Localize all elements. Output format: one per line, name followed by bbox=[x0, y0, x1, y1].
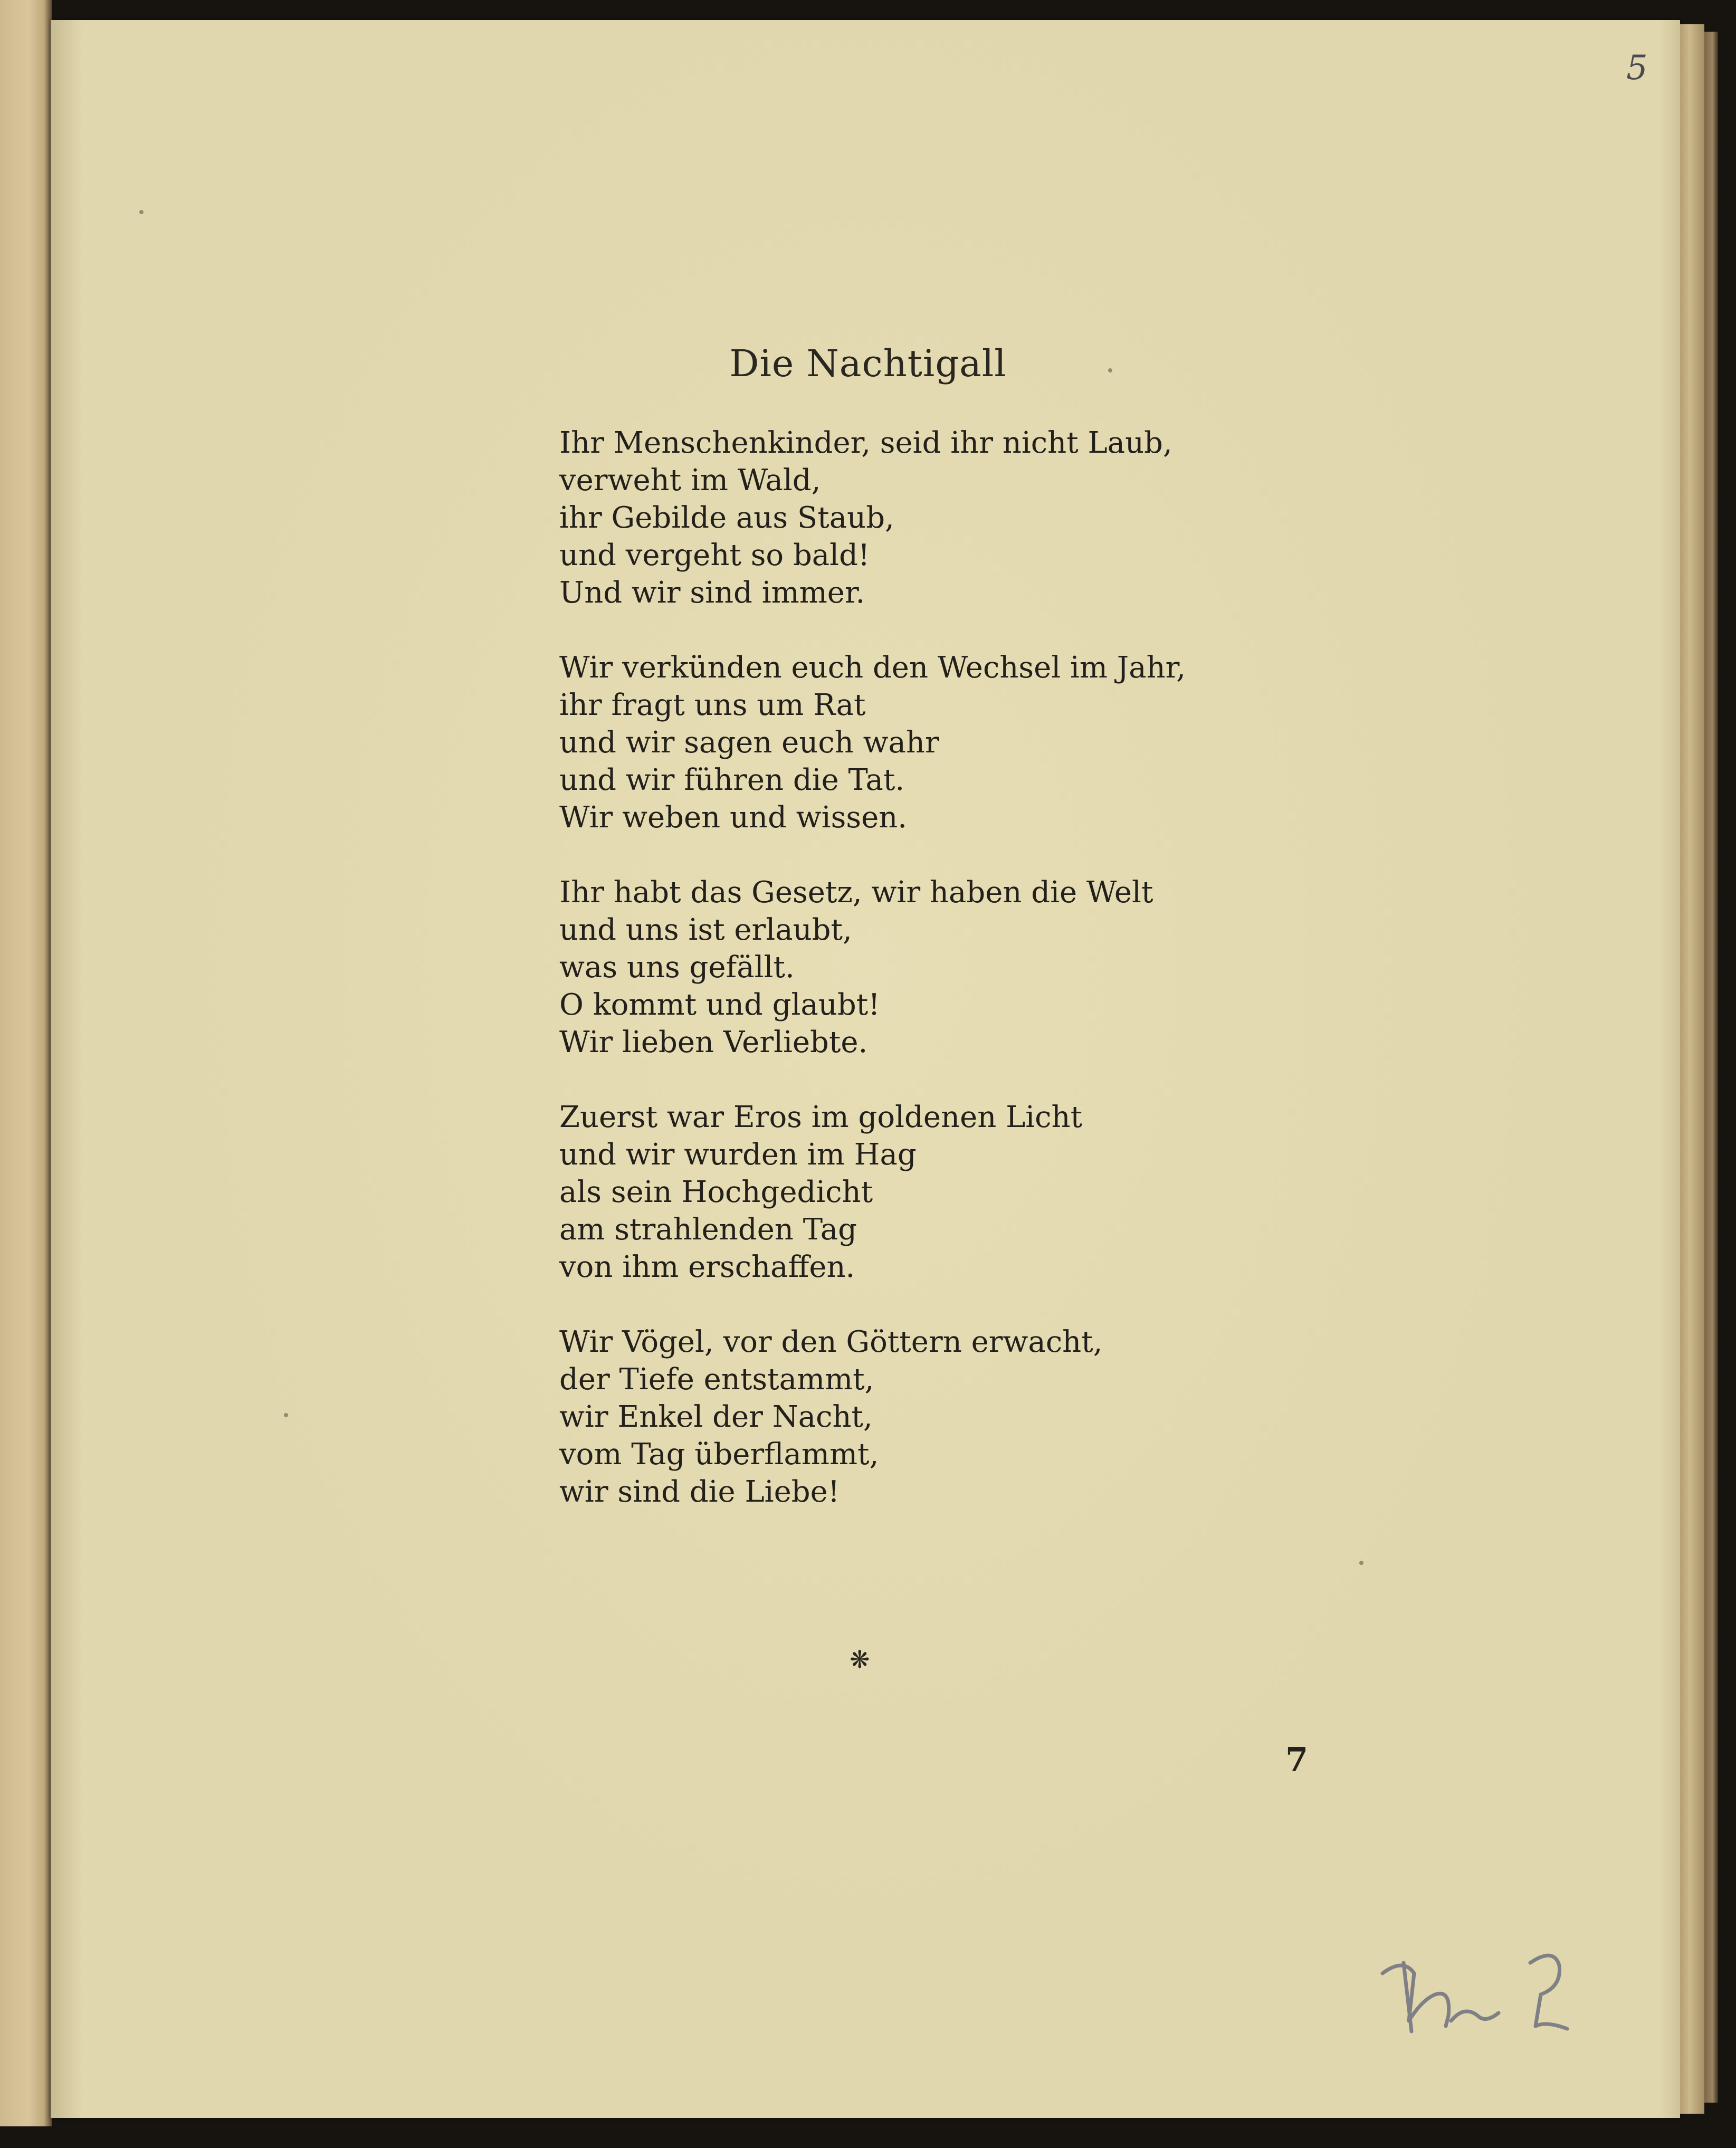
ornament-asterism-icon: ❋ bbox=[850, 1645, 870, 1674]
poem-line: O kommt und glaubt! bbox=[559, 988, 880, 1022]
poem-line: Ihr habt das Gesetz, wir haben die Welt bbox=[559, 875, 1153, 910]
paper-speck bbox=[284, 1413, 288, 1417]
poem-line: Und wir sind immer. bbox=[559, 576, 865, 610]
poem-line: was uns gefällt. bbox=[559, 950, 795, 985]
poem-line: und wir wurden im Hag bbox=[559, 1138, 917, 1172]
poem-line: Zuerst war Eros im goldenen Licht bbox=[559, 1100, 1083, 1134]
poem-line: und wir führen die Tat. bbox=[559, 763, 905, 797]
poem-line: Wir weben und wissen. bbox=[559, 800, 908, 835]
pencil-scribble-mark bbox=[1372, 1942, 1594, 2047]
stanza-4 bbox=[559, 1099, 1186, 1286]
poem-line: und uns ist erlaubt, bbox=[559, 913, 852, 947]
poem-line: wir Enkel der Nacht, bbox=[559, 1400, 873, 1434]
poem-line: Wir verkünden euch den Wechsel im Jahr, bbox=[559, 651, 1186, 685]
poem-line: der Tiefe entstammt, bbox=[559, 1362, 874, 1397]
paper-speck bbox=[1359, 1561, 1363, 1565]
printed-page-number: 7 bbox=[1285, 1740, 1309, 1779]
poem-line: wir sind die Liebe! bbox=[559, 1475, 840, 1509]
previous-page-edge bbox=[0, 0, 52, 2126]
poem-line: Ihr Menschenkinder, seid ihr nicht Laub, bbox=[559, 426, 1172, 460]
page-stack-edge bbox=[1680, 24, 1704, 2114]
poem-line: und wir sagen euch wahr bbox=[559, 725, 939, 760]
pencil-folio-number: 5 bbox=[1626, 49, 1648, 88]
poem-line: von ihm erschaffen. bbox=[559, 1250, 855, 1284]
poem-title: Die Nachtigall bbox=[729, 342, 1007, 385]
poem-line: und vergeht so bald! bbox=[559, 538, 870, 572]
stanza-1 bbox=[559, 424, 1186, 612]
poem-line: Wir Vögel, vor den Göttern erwacht, bbox=[559, 1325, 1103, 1359]
stanza-3 bbox=[559, 874, 1186, 1061]
paper-speck bbox=[139, 210, 144, 214]
poem-line: als sein Hochgedicht bbox=[559, 1175, 873, 1209]
poem-body bbox=[559, 424, 1186, 1511]
poem-line: verweht im Wald, bbox=[559, 463, 821, 498]
poem-line: ihr fragt uns um Rat bbox=[559, 688, 866, 722]
poem-line: Wir lieben Verliebte. bbox=[559, 1025, 868, 1059]
poem-line: am strahlenden Tag bbox=[559, 1213, 857, 1247]
poem-line: vom Tag überflammt, bbox=[559, 1437, 879, 1472]
stanza-2 bbox=[559, 649, 1186, 836]
stanza-5 bbox=[559, 1323, 1186, 1511]
poem-line: ihr Gebilde aus Staub, bbox=[559, 501, 894, 535]
